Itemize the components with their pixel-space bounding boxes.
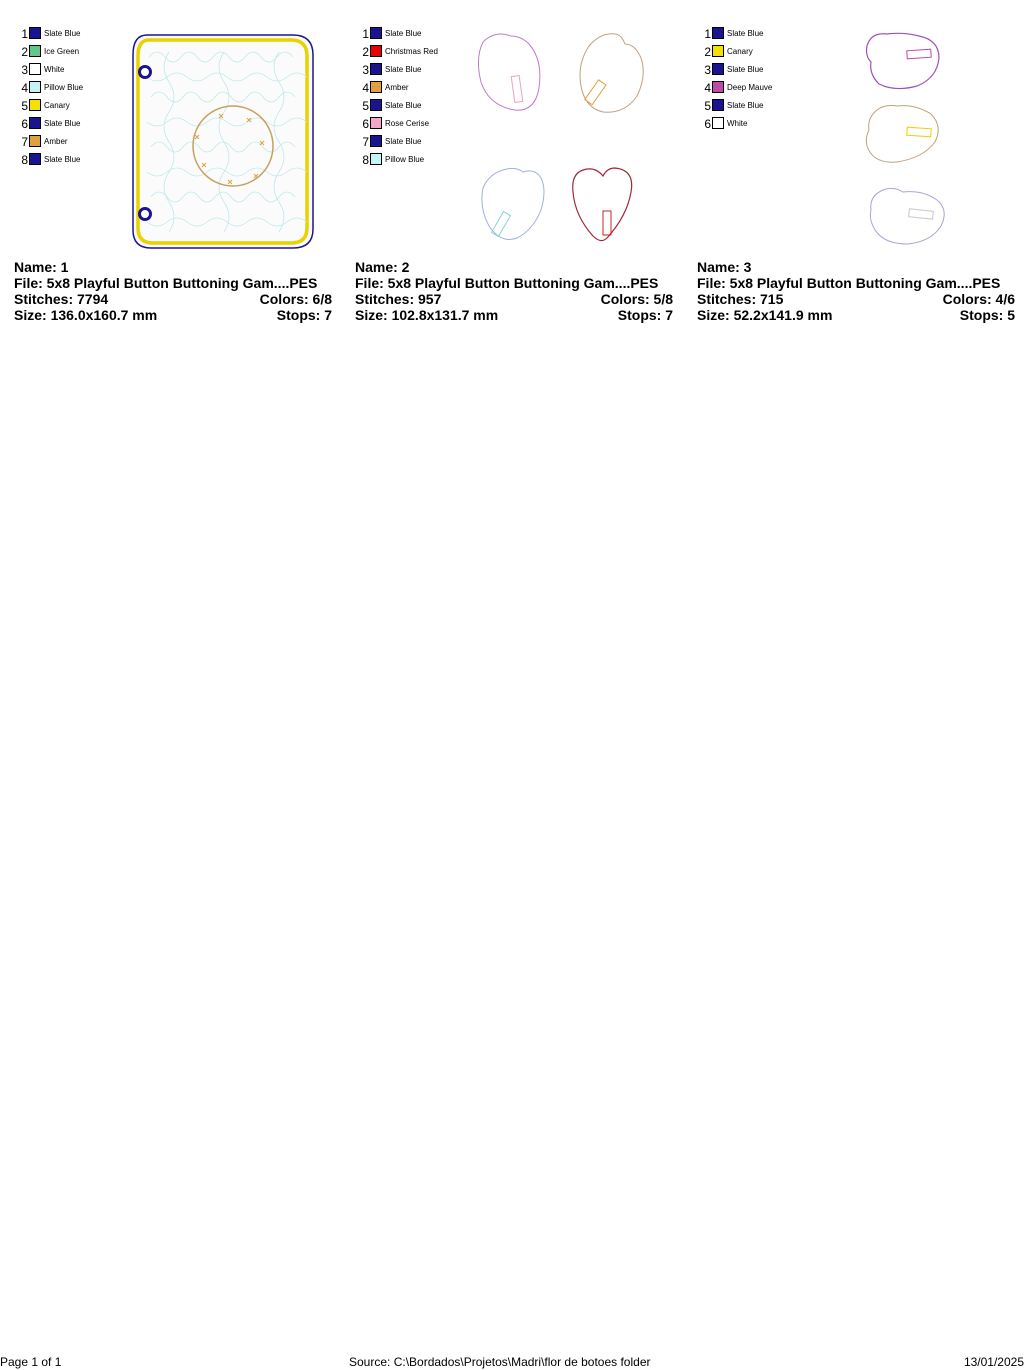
design-stops: Stops: 5 [959, 307, 1015, 323]
design-colors: Colors: 6/8 [259, 291, 332, 307]
thread-row [701, 80, 821, 98]
thread-number: 6 [362, 117, 369, 131]
thread-name: Slate Blue [385, 137, 422, 146]
thread-row [359, 44, 479, 62]
design-file: File: 5x8 Playful Button Buttoning Gam....PES [697, 275, 1001, 291]
thread-swatch [712, 45, 724, 57]
thread-swatch [29, 81, 41, 93]
thread-name: Pillow Blue [44, 83, 84, 92]
thread-swatch [29, 63, 41, 75]
thread-name: Canary [44, 101, 70, 110]
thread-row [18, 44, 138, 62]
thread-name: Christmas Red [385, 47, 438, 56]
design-name: Name: 3 [697, 259, 752, 275]
thread-number: 4 [362, 81, 369, 95]
heart-top [867, 33, 940, 88]
thread-row [18, 80, 138, 98]
design-preview-3 [857, 30, 957, 252]
design-card-2 [355, 26, 685, 326]
thread-row [18, 152, 138, 170]
thread-number: 6 [704, 117, 711, 131]
thread-name: Slate Blue [385, 29, 422, 38]
thread-name: Slate Blue [727, 29, 764, 38]
thread-number: 5 [21, 99, 28, 113]
thread-swatch [370, 81, 382, 93]
design-card-3 [697, 26, 1024, 326]
design-stitches: Stitches: 7794 [14, 291, 109, 307]
design-stitches: Stitches: 715 [697, 291, 784, 307]
thread-swatch [29, 45, 41, 57]
thread-row [359, 134, 479, 152]
thread-row [359, 98, 479, 116]
thread-swatch [712, 81, 724, 93]
thread-swatch [29, 99, 41, 111]
thread-number: 6 [21, 117, 28, 131]
thread-swatch [29, 27, 41, 39]
design-size: Size: 52.2x141.9 mm [697, 307, 833, 323]
thread-swatch [712, 27, 724, 39]
design-file: File: 5x8 Playful Button Buttoning Gam....PES [14, 275, 318, 291]
thread-swatch [29, 135, 41, 147]
thread-swatch [29, 117, 41, 129]
thread-legend [359, 26, 479, 170]
heart-bottom [870, 188, 944, 244]
thread-row [18, 116, 138, 134]
thread-name: White [44, 65, 65, 74]
thread-number: 7 [362, 135, 369, 149]
thread-row [701, 98, 821, 116]
design-preview-2 [475, 30, 675, 252]
design-colors: Colors: 5/8 [600, 291, 673, 307]
design-size: Size: 102.8x131.7 mm [355, 307, 499, 323]
thread-number: 8 [362, 153, 369, 167]
heart-tl [478, 34, 539, 110]
thread-name: Slate Blue [727, 101, 764, 110]
thread-swatch [370, 117, 382, 129]
thread-swatch [370, 45, 382, 57]
thread-legend [18, 26, 138, 170]
design-stitches: Stitches: 957 [355, 291, 442, 307]
thread-number: 8 [21, 153, 28, 167]
thread-row [18, 134, 138, 152]
thread-number: 2 [362, 45, 369, 59]
thread-name: Rose Cerise [385, 119, 430, 128]
heart-middle [866, 106, 938, 163]
thread-row [18, 98, 138, 116]
design-info [697, 259, 1015, 323]
thread-number: 2 [704, 45, 711, 59]
thread-name: Slate Blue [44, 155, 81, 164]
thread-name: Slate Blue [44, 119, 81, 128]
thread-number: 3 [704, 63, 711, 77]
heart-br [573, 168, 632, 241]
thread-swatch [29, 153, 41, 165]
footer-source-path: Source: C:\Bordados\Projetos\Madri\flor de botoes folder [349, 1355, 651, 1369]
thread-swatch [370, 27, 382, 39]
thread-swatch [370, 63, 382, 75]
board-outline [133, 35, 313, 248]
thread-row [701, 62, 821, 80]
design-info [355, 259, 673, 323]
thread-swatch [370, 99, 382, 111]
design-stops: Stops: 7 [276, 307, 332, 323]
design-preview-1 [129, 32, 319, 250]
thread-row [701, 26, 821, 44]
design-stops: Stops: 7 [617, 307, 673, 323]
design-size: Size: 136.0x160.7 mm [14, 307, 158, 323]
eyelet-top [140, 67, 151, 78]
thread-number: 5 [362, 99, 369, 113]
footer-date: 13/01/2025 [963, 1355, 1024, 1369]
thread-row [359, 26, 479, 44]
thread-name: Amber [44, 137, 68, 146]
thread-swatch [370, 135, 382, 147]
thread-name: Canary [727, 47, 753, 56]
heart-tr [580, 34, 643, 112]
thread-swatch [712, 63, 724, 75]
design-card-1 [14, 26, 344, 326]
thread-row [359, 116, 479, 134]
thread-number: 5 [704, 99, 711, 113]
thread-name: Deep Mauve [727, 83, 773, 92]
thread-number: 7 [21, 135, 28, 149]
thread-number: 4 [704, 81, 711, 95]
thread-number: 3 [362, 63, 369, 77]
thread-name: Slate Blue [44, 29, 81, 38]
thread-swatch [370, 153, 382, 165]
thread-number: 2 [21, 45, 28, 59]
thread-name: White [727, 119, 748, 128]
thread-name: Amber [385, 83, 409, 92]
thread-row [701, 44, 821, 62]
thread-row [359, 80, 479, 98]
thread-row [359, 62, 479, 80]
eyelet-bottom [140, 209, 151, 220]
thread-name: Slate Blue [727, 65, 764, 74]
thread-number: 1 [704, 27, 711, 41]
thread-number: 3 [21, 63, 28, 77]
thread-name: Slate Blue [385, 101, 422, 110]
thread-number: 4 [21, 81, 28, 95]
design-info [14, 259, 332, 323]
thread-name: Pillow Blue [385, 155, 425, 164]
thread-number: 1 [21, 27, 28, 41]
thread-row [18, 62, 138, 80]
thread-row [18, 26, 138, 44]
design-name: Name: 2 [355, 259, 410, 275]
thread-row [701, 116, 821, 134]
thread-swatch [712, 117, 724, 129]
thread-number: 1 [362, 27, 369, 41]
thread-legend [701, 26, 821, 134]
thread-name: Slate Blue [385, 65, 422, 74]
design-name: Name: 1 [14, 259, 69, 275]
thread-name: Ice Green [44, 47, 80, 56]
thread-row [359, 152, 479, 170]
heart-bl [482, 168, 544, 239]
thread-swatch [712, 99, 724, 111]
design-file: File: 5x8 Playful Button Buttoning Gam....PES [355, 275, 659, 291]
footer-page-number: Page 1 of 1 [0, 1355, 62, 1369]
design-colors: Colors: 4/6 [942, 291, 1015, 307]
